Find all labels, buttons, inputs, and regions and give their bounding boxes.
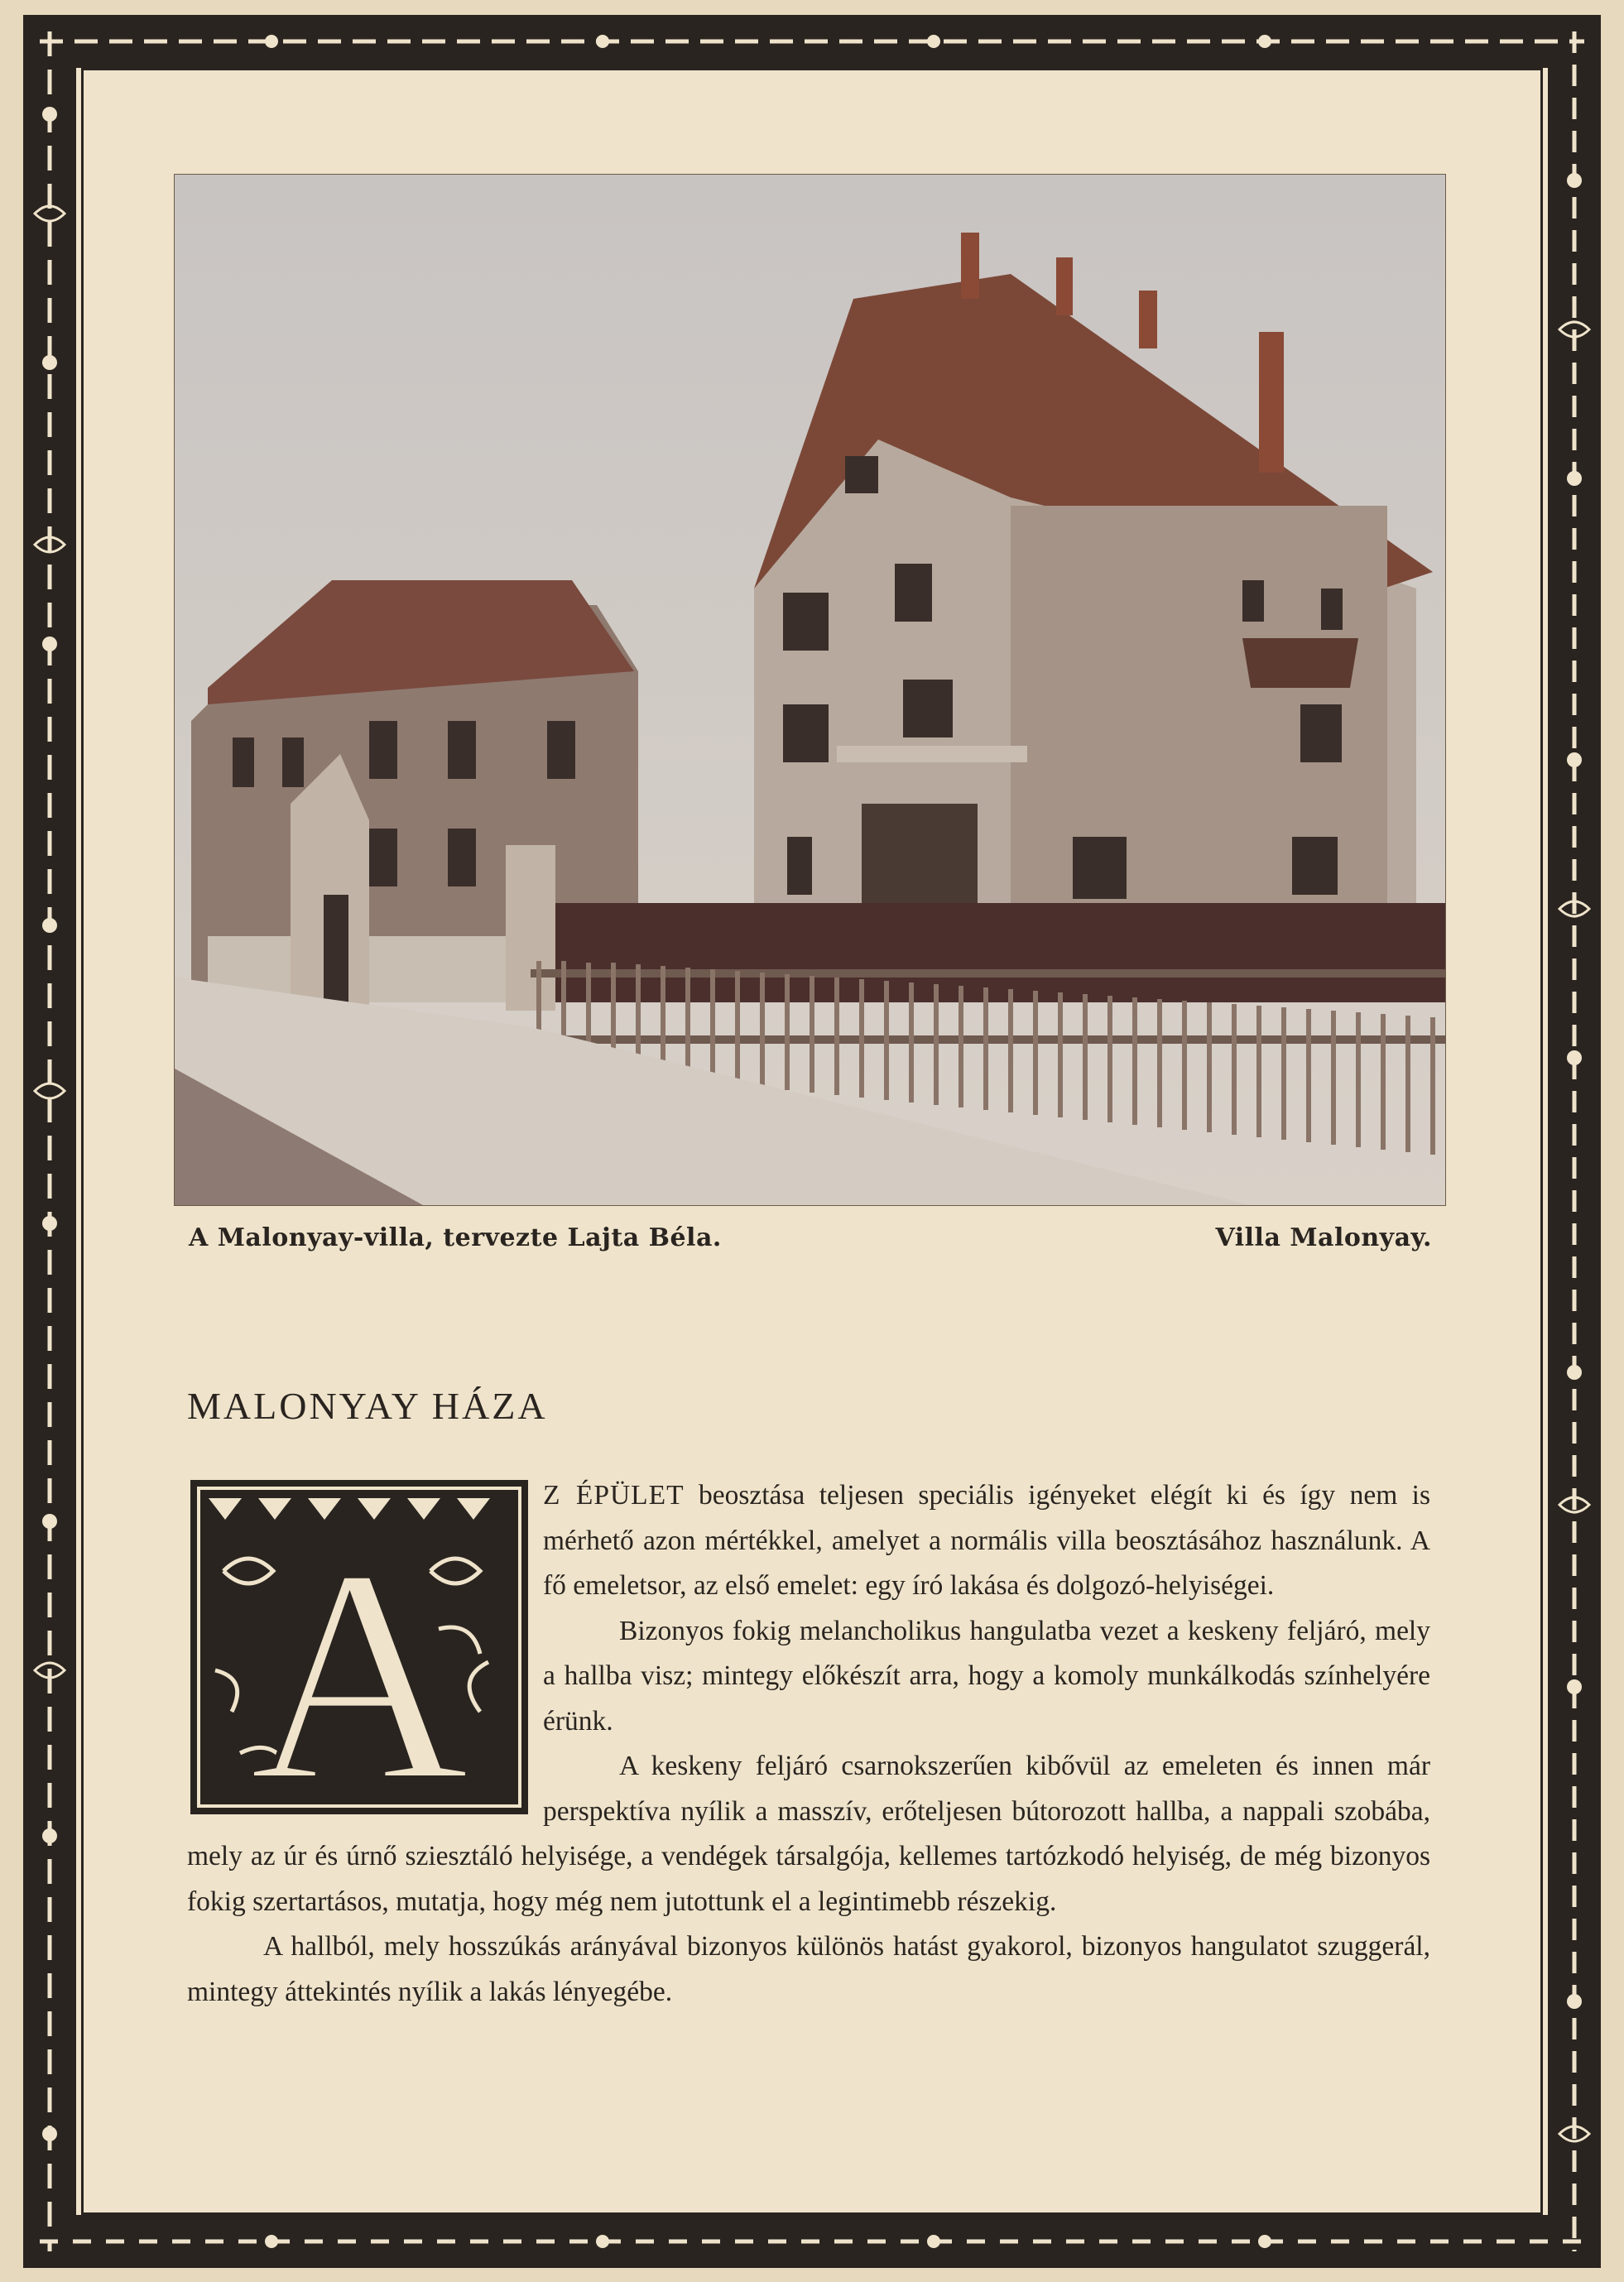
svg-text:A: A [248, 1506, 470, 1814]
villa-illustration [175, 175, 1445, 1205]
paragraph-2: Bizonyos fokig melancholikus hangulatba vezet a keskeny feljáró, mely a hallba visz; mintegy előkészít arra, hogy a komoly munkálkodás színhelyére érünk. [543, 1615, 1430, 1737]
villa-photograph [174, 174, 1446, 1206]
initial-spacer [187, 1473, 543, 1824]
photo-caption-german: Villa Malonyay. [1215, 1223, 1432, 1252]
paragraph-4: A hallból, mely hosszúkás arányával bizonyos különös hatást gyakorol, bizonyos hangulatot szuggerál, mintegy áttekintés nyílik a lakás lényegébe. [187, 1931, 1430, 2007]
article-body [187, 1473, 1430, 2015]
paragraph-1-lead: Z ÉPÜLET [543, 1480, 685, 1511]
paragraph-1-text: beosztása teljesen speciális igényeket elégít ki és így nem is mérhető azon mértékkel, amelyet a normális villa beosztásához használunk. A fő emeletsor, az első emelet: egy író lakása és dolgozó-helyiségei. [543, 1480, 1430, 1601]
photo-caption-hungarian: A Malonyay-villa, tervezte Lajta Béla. [189, 1223, 722, 1252]
paragraph-3: A keskeny feljáró csarnokszerűen kibővül az emeleten és innen már perspektíva nyílik a masszív, erőteljesen bútorozott hallba, a nappali szobába, mely az úr és úrnő sziesztáló helyisége, a vendégek társalgója, kellemes tartózkodó helyiség, de még bizonyos fokig szertartásos, mutatja, hogy még nem jutottunk el a legintimebb részekig. [187, 1751, 1430, 1917]
article-heading: MALONYAY HÁZA [187, 1385, 548, 1427]
